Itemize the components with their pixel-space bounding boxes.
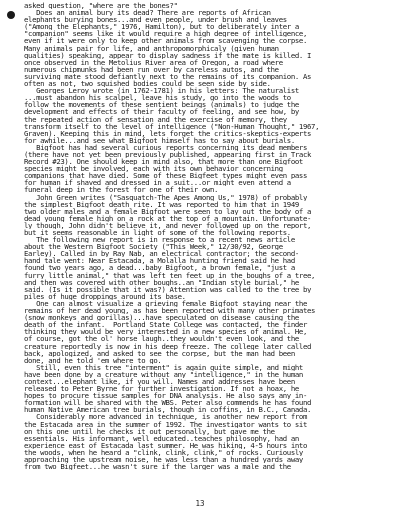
text-line: elephants burying bones...and even people, under brush and leaves xyxy=(24,16,287,24)
text-line: ("Among the Elephants," 1976, Hamilton), but to deliberately inter a xyxy=(24,23,299,31)
text-line: released to Peter Byrne for further investigation. If not a hoax, he xyxy=(24,385,299,393)
text-line: piles of huge droppings around its base. xyxy=(24,292,186,300)
text-line: the repeated action of sensation and the exercise of memory, they xyxy=(24,115,287,123)
text-line: two older males and a female Bigfoot were seen to lay out the body of a xyxy=(24,207,312,215)
text-line: death of the infant. Portland State College was contacted, the finder xyxy=(24,321,308,329)
text-line: Earley). Called in by Ray Nab, an electrical contractor; the second- xyxy=(24,250,299,258)
text-line: Considerably more advanced in technique, is another new report from xyxy=(24,413,308,421)
text-line: Does an animal bury its dead? There are reports of African xyxy=(24,9,271,17)
text-line: approaching the upstream noise, he was less than a hundred yards away xyxy=(24,456,303,464)
text-line: (there have not yet been previously published, appearing first in Track xyxy=(24,150,312,159)
text-line: funeral deep in the forest for one of their own. xyxy=(24,186,219,194)
text-line: thinking they would be very interested in a new species of animal. He, xyxy=(24,328,308,336)
text-line: for awhile...and see what Bigfoot himself has to say about burials. xyxy=(24,136,295,144)
text-line: human Native American tree burials, though in coffins, in B.C., Canada. xyxy=(24,406,312,414)
text-line: furry little animal," that was left ten feet up in the boughs of a tree, xyxy=(24,271,316,279)
text-line: Still, even this tree "interment" is again quite simple, and might xyxy=(24,363,303,371)
bullet-mark xyxy=(7,11,15,19)
text-line: said. (Is it possible that it was?) Attention was called to the tree by xyxy=(24,285,312,293)
text-line: Georges Leroy wrote (in 1762-1781) in his letters: The naturalist xyxy=(24,87,299,95)
text-line: dead young female high on a rock at the top of a mountain. Unfortunate- xyxy=(24,214,312,222)
text-line: of course, got the ol' horse laugh..they wouldn't even look, and the xyxy=(24,335,299,343)
text-line: essentials. His informant, well educated..teaches philosophy, had an xyxy=(24,434,299,442)
text-line: the Estacada area in the summer of 1992. The investigator wants to sit xyxy=(24,420,308,428)
text-line: for human if shaved and dressed in a suit...or might even attend a xyxy=(24,179,291,187)
text-line: transform itself to the level of intelligence ("Non-Human Thought," 1967, xyxy=(24,122,320,130)
text-line: numerous chipmunks had been run over by careless autos, and the xyxy=(24,65,279,73)
text-line: John Green writes ("Sasquatch-The Apes Among Us," 1978) of probably xyxy=(24,193,308,201)
text-line: companions that have died. Some of these Bigfeet types might even pass xyxy=(24,172,308,180)
text-line: ...must abandon his scalpel, leave his study, go into the woods to xyxy=(24,94,291,102)
page-number: 13 xyxy=(195,499,205,508)
text-line: hand tale went: Near Estacada, a Molalla hunting friend said he had xyxy=(24,257,295,265)
text-line: the simplest Bigfoot death rite. It was reported to him that in 1949 xyxy=(24,200,299,208)
text-line: follow the movements of these sentient beings (animals) to judge the xyxy=(24,101,299,109)
text-line: ly though, John didn't believe it, and never followed up on the report, xyxy=(24,221,312,229)
text-line: found two years ago, a dead...baby Bigfoot, a brown female, "just a xyxy=(24,264,295,272)
text-line: One can almost visualize a grieving female Bigfoot staying near the xyxy=(24,299,308,308)
article-body xyxy=(24,2,390,470)
text-line: The following new report is in response to a recent news article xyxy=(24,236,295,244)
text-line: experience east of Estacada last summer. He was hiking, 4-5 hours into xyxy=(24,441,308,449)
text-line: Bigfoot has had several curious reports concerning its dead members xyxy=(24,143,308,151)
text-line: back, apologized, and asked to see the corpse, but the man had been xyxy=(24,349,295,357)
text-line: once observed in the Metolius River area of Oregon, a road where xyxy=(24,58,283,66)
text-line: creature reportedly is now in his deep freeze. The college later called xyxy=(24,342,312,350)
text-line: the woods, when he heard a "clink, clink, clink," of rocks. Curiously xyxy=(24,448,303,456)
text-line: development and effects of their faculty of feeling, and see how, by xyxy=(24,108,299,116)
text-line: about the Western Bigfoot Society ("This Week," 12/30/92, George xyxy=(24,243,283,251)
text-line: "companion" seems like it would require a high degree of intelligence, xyxy=(24,30,308,38)
text-line: qualities) speaking, appear to display sadness if the mate is killed. I xyxy=(24,51,312,59)
text-line: often as not, two squished bodies could be seen side by side. xyxy=(24,80,271,88)
text-line: asked question, "where are the bones?" xyxy=(24,2,178,10)
text-line: Many animals pair for life, and anthropomorphicaly (given human xyxy=(24,44,279,52)
text-line: and then was covered with other boughs..an "Indian style burial," he xyxy=(24,278,299,286)
text-line: hopes to procure tissue samples for DNA analysis. He also says any in- xyxy=(24,392,308,400)
text-line: Graven). Keeping this in mind, lets forget the critics-skeptics-experts xyxy=(24,129,312,137)
text-line: formation will be shared with the WBS. Peter also commends he has found xyxy=(24,399,312,407)
text-line: surviving mate stood defiantly next to the remains of its companion. As xyxy=(24,72,312,81)
text-line: context...elephant like, if you will. Names and addresses have been xyxy=(24,377,295,386)
text-line: have been done by a creature without any "intelligence," in the human xyxy=(24,370,303,378)
text-line: remains of her dead young, as has been reported with many other primates xyxy=(24,307,316,315)
text-line: on this one until he checks it out personally, but gave me the xyxy=(24,427,275,435)
text-line: from two Bigfeet...he wasn't sure if the larger was a male and the xyxy=(24,463,291,471)
text-line: done, and he told 'em where to go. xyxy=(24,356,162,364)
text-line: (snow monkeys and gorillas)...have speculated on disease causing the xyxy=(24,314,299,322)
text-line: even if it were only to keep other animals from scavenging the corpse. xyxy=(24,37,308,45)
text-line: species might be involved, each with its own behavior concerning xyxy=(24,165,283,173)
text-line: but it seems reasonable in light of some of the following reports. xyxy=(24,229,291,237)
text-line: Record #23). One should keep in mind also, that more than one Bigfoot xyxy=(24,158,303,166)
